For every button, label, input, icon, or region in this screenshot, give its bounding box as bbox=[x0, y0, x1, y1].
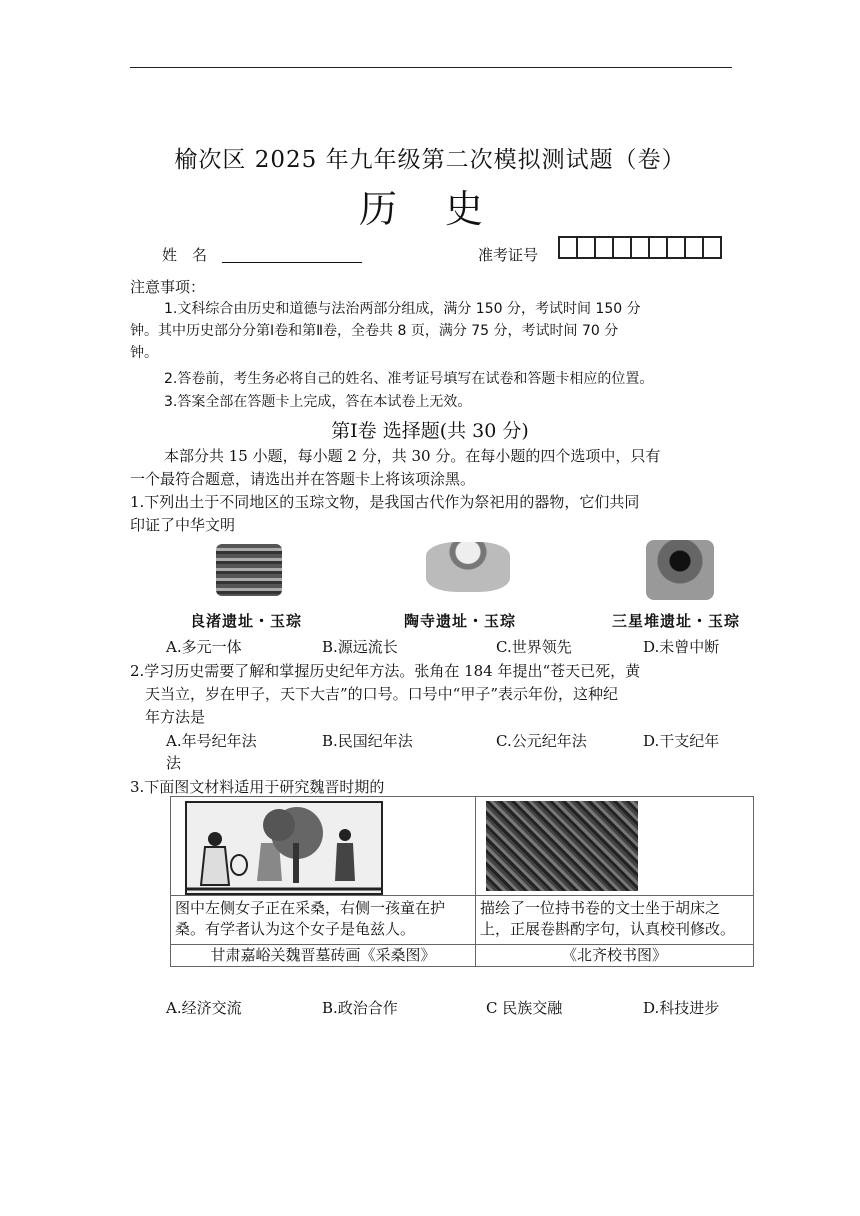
jade-cong-sanxingdui-image bbox=[646, 540, 714, 600]
q3-right-text: 描绘了一位持书卷的文士坐于胡床之上，正展卷斟酌字句，认真校刊修改。 bbox=[480, 899, 736, 938]
q3-right-caption: 《北齐校书图》 bbox=[561, 946, 667, 964]
q2-option-a[interactable]: A.年号纪年法 bbox=[166, 732, 257, 750]
q1-caption-3: 三星堆遗址・玉琮 bbox=[612, 612, 741, 630]
q3-option-b[interactable]: B.政治合作 bbox=[322, 999, 398, 1017]
q3-option-d[interactable]: D.科技进步 bbox=[643, 999, 720, 1017]
notice-item-1a: 1.文科综合由历史和道德与法治两部分组成，满分 150 分，考试时间 150 分 bbox=[164, 301, 641, 317]
header-rule bbox=[130, 67, 732, 68]
q1-option-a[interactable]: A.多元一体 bbox=[166, 638, 242, 656]
q3-option-c[interactable]: C 民族交融 bbox=[486, 999, 563, 1017]
q1-option-d[interactable]: D.未曾中断 bbox=[643, 638, 720, 656]
mulberry-picking-painting-image bbox=[185, 801, 383, 895]
q2-option-c[interactable]: C.公元纪年法 bbox=[496, 732, 587, 750]
q1-stem-2: 印证了中华文明 bbox=[130, 516, 236, 534]
section-title: 第Ⅰ卷 选择题(共 30 分) bbox=[331, 420, 529, 442]
q3-stem: 3.下面图文材料适用于研究魏晋时期的 bbox=[130, 778, 385, 796]
q3-option-a[interactable]: A.经济交流 bbox=[166, 999, 242, 1017]
name-field[interactable] bbox=[222, 262, 362, 263]
notice-heading: 注意事项： bbox=[130, 278, 206, 296]
q2-stem-1: 2.学习历史需要了解和掌握历史纪年方法。张角在 184 年提出“苍天已死，黄 bbox=[130, 662, 641, 680]
q1-caption-2: 陶寺遗址・玉琮 bbox=[404, 612, 517, 630]
jade-cong-liangzhu-image bbox=[216, 544, 282, 596]
q3-left-text: 图中左侧女子正在采桑，右侧一孩童在护桑。有学者认为这个女子是龟兹人。 bbox=[175, 899, 446, 938]
q1-caption-1: 良渚遗址・玉琮 bbox=[190, 612, 303, 630]
q1-option-c[interactable]: C.世界领先 bbox=[496, 638, 572, 656]
subject-title: 历 史 bbox=[358, 187, 502, 231]
q2-option-b[interactable]: B.民国纪年法 bbox=[322, 732, 413, 750]
jade-cong-taosi-image bbox=[426, 542, 510, 592]
q3-material-table bbox=[170, 796, 754, 967]
section-intro-2: 一个最符合题意，请选出并在答题卡上将该项涂黑。 bbox=[130, 470, 476, 488]
q2-stem-3: 年方法是 bbox=[145, 708, 206, 726]
notice-item-3: 3.答案全部在答题卡上完成，答在本试卷上无效。 bbox=[164, 394, 472, 410]
q1-stem-1: 1.下列出土于不同地区的玉琮文物，是我国古代作为祭祀用的器物，它们共同 bbox=[130, 493, 640, 511]
q1-option-b[interactable]: B.源远流长 bbox=[322, 638, 398, 656]
section-intro-1: 本部分共 15 小题，每小题 2 分，共 30 分。在每小题的四个选项中，只有 bbox=[164, 447, 661, 465]
notice-item-2: 2.答卷前，考生务必将自己的姓名、准考证号填写在试卷和答题卡相应的位置。 bbox=[164, 371, 654, 387]
q2-option-d-wrap: 法 bbox=[166, 754, 182, 772]
notice-item-1c: 钟。 bbox=[130, 345, 158, 361]
exam-title: 榆次区 2025 年九年级第二次模拟测试题（卷） bbox=[174, 147, 686, 173]
q2-option-d[interactable]: D.干支纪年 bbox=[643, 732, 720, 750]
northern-qi-collating-painting-image bbox=[486, 801, 638, 891]
q3-left-caption: 甘肃嘉峪关魏晋墓砖画《采桑图》 bbox=[210, 946, 436, 964]
notice-item-1b: 钟。其中历史部分分第Ⅰ卷和第Ⅱ卷，全卷共 8 页，满分 75 分，考试时间 70 分 bbox=[130, 323, 619, 339]
exam-id-boxes[interactable] bbox=[558, 236, 720, 259]
q2-stem-2: 天当立，岁在甲子，天下大吉”的口号。口号中“甲子”表示年份，这种纪 bbox=[145, 685, 619, 703]
name-label: 姓 名 bbox=[162, 246, 208, 264]
exam-id-label: 准考证号 bbox=[478, 246, 539, 264]
